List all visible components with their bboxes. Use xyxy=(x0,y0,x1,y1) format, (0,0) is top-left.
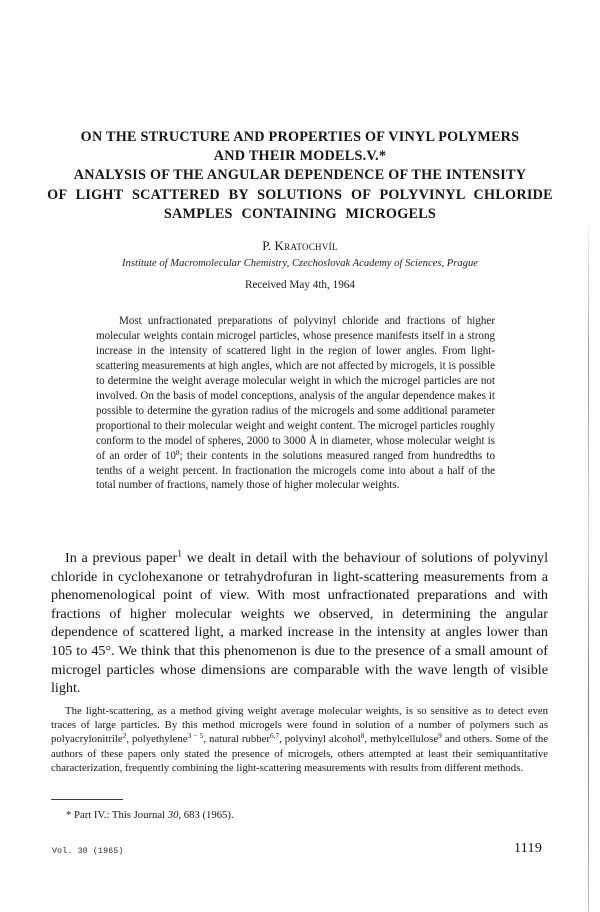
reference-marker-6-7: 6,7 xyxy=(269,731,280,741)
body-paragraph-2 xyxy=(51,704,548,775)
reference-marker-3-5: 3 − 5 xyxy=(187,731,204,741)
para2-text-4: , polyvinyl alcohol xyxy=(279,733,361,746)
title-line-1: ON THE STRUCTURE AND PROPERTIES OF VINYL POLYMERS xyxy=(80,129,520,145)
running-footer: Vol. 30 (1965) xyxy=(52,847,124,856)
footnote-marker: * xyxy=(66,809,75,821)
abstract-text-2: ; their contents in the solutions measured ranged from hundredths to tenths of a weight percent. In fractionation the microgels come into about a half of the total number of fractions, namely those of higher molecular weights. xyxy=(96,449,495,492)
footnote-text-1: Part IV.: This Journal xyxy=(74,809,168,821)
reference-marker-1: 1 xyxy=(177,548,183,560)
article-title xyxy=(40,128,560,224)
title-line-4: OF LIGHT SCATTERED BY SOLUTIONS OF POLYVINYL CHLORIDE xyxy=(47,186,553,203)
para1-text-2: we dealt in detail with the behaviour of solutions of polyvinyl chloride in cyclohexanone or tetrahydrofuran in light-scattering measurements from a phenomenological point of view. With most unfractionated preparations and with fractions of higher molecular weights we observed, in determining the angular dependence of scattered light, a marked increase in the intensity at angles lower than 105 to 45°. We think that this phenomenon is due to the presence of a small amount of microgel particles whose dimensions are comparable with the wave length of visible light. xyxy=(51,550,549,697)
footnote-volume: 30 xyxy=(167,809,179,821)
para2-text-1: The light-scattering, as a method giving weight average molecular weights, is so sensitive as to detect even traces of large particles. By this method microgels were found in solution of a number of polymers such as polyacrylonitrile xyxy=(51,705,548,746)
para2-text-2: , polyethylene xyxy=(126,733,188,746)
footnote-text-2: , 683 (1965). xyxy=(178,809,234,821)
reference-marker-9: 9 xyxy=(438,731,442,741)
author-name xyxy=(0,238,600,254)
para2-text-5: , methylcellulose xyxy=(364,733,439,746)
title-line-3: ANALYSIS OF THE ANGULAR DEPENDENCE OF THE INTENSITY xyxy=(73,167,527,184)
page-number: 1119 xyxy=(514,841,543,856)
author-affiliation: Institute of Macromolecular Chemistry, Czechoslovak Academy of Sciences, Prague xyxy=(122,258,478,269)
scan-edge-line xyxy=(588,225,589,912)
author-initial: P. xyxy=(262,238,275,253)
abstract-superscript: 8 xyxy=(175,447,180,457)
para1-text-1: In a previous paper xyxy=(65,550,178,566)
received-date: Received May 4th, 1964 xyxy=(245,279,355,291)
abstract xyxy=(96,314,495,493)
title-line-5: SAMPLES CONTAINING MICROGELS xyxy=(163,205,437,222)
author-surname: Kratochvíl xyxy=(274,238,338,253)
footnote-divider xyxy=(51,799,123,800)
title-line-2: AND THEIR MODELS.V.* xyxy=(213,148,387,165)
reference-marker-8: 8 xyxy=(360,731,365,741)
body-paragraph-1 xyxy=(51,549,548,698)
para2-text-3: , natural rubber xyxy=(203,733,270,746)
reference-marker-2: 2 xyxy=(122,731,127,741)
para2-text-6: and others. Some of the authors of these papers only stated the presence of microgels, others attempted at least their semiquantitative characterization, frequently combining the light-scattering measurements with results from different methods. xyxy=(51,733,548,774)
abstract-text-1: Most unfractionated preparations of polyvinyl chloride and fractions of higher molecular weights contain microgel particles, whose presence manifests itself in a strong increase in the intensity of scattered light in the region of lower angles. From light-scattering measurements at high angles, which are not affected by microgels, it is possible to determine the weight average molecular weight in which the microgel particles are not involved. On the basis of model conceptions, analysis of the angular dependence makes it possible to determine the gyration radius of the microgels and some additional parameter proportional to their molecular weight and weight content. The microgel particles roughly conform to the model of spheres, 2000 to 3000 Å in diameter, whose molecular weight is of an order of 10 xyxy=(96,315,495,462)
footnote xyxy=(66,808,234,822)
